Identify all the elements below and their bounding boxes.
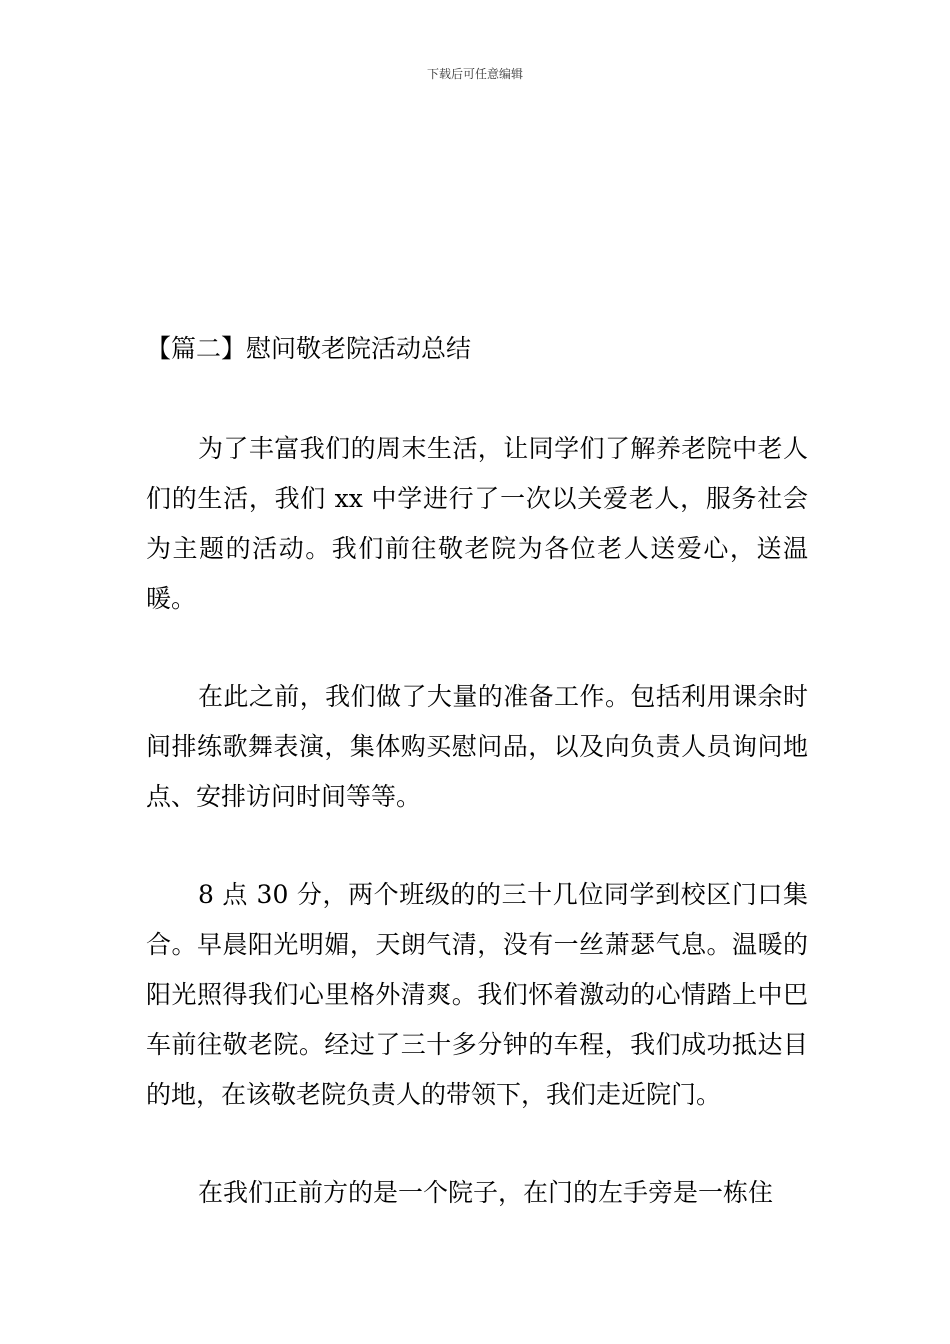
paragraph: 8 点 30 分，两个班级的的三十几位同学到校区门口集合。早晨阳光明媚，天朗气清，没有一丝萧瑟气息。温暖的阳光照得我们心里格外清爽。我们怀着激动的心情踏上中巴车前往敬老院。经过了三十多分钟的车程，我们成功抵达目的地，在该敬老院负责人的带领下，我们走近院门。 [146, 880, 808, 1109]
paragraph: 在此之前，我们做了大量的准备工作。包括利用课余时间排练歌舞表演，集体购买慰问品，以及向负责人员询问地点、安排访问时间等等。 [146, 682, 808, 811]
paragraph: 在我们正前方的是一个院子，在门的左手旁是一栋住 [198, 1178, 774, 1207]
header-note: 下载后可任意编辑 [426, 67, 523, 81]
section-title: 【篇二】慰问敬老院活动总结 [146, 334, 472, 363]
paragraph: 为了丰富我们的周末生活，让同学们了解养老院中老人们的生活，我们 xx 中学进行了一次以关爱老人，服务社会为主题的活动。我们前往敬老院为各位老人送爱心，送温暖。 [146, 434, 808, 613]
